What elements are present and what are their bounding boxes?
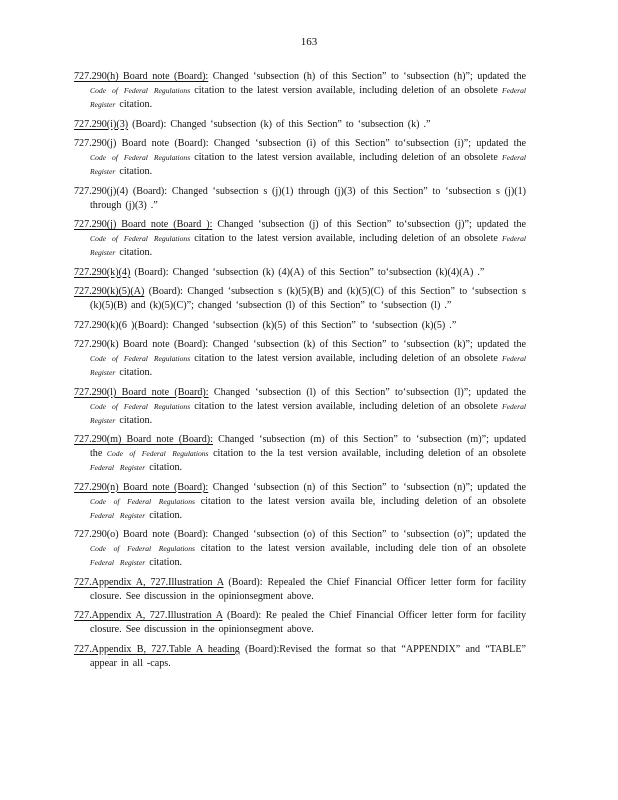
amendment-entry (74, 218, 526, 260)
section-reference: 727.290(j)(4) (Board): (74, 185, 168, 197)
cfr-title: Code of Federal Regulations (90, 153, 191, 162)
federal-register-title: Federal Register (90, 463, 146, 472)
amendment-text-end: citation. (115, 247, 153, 258)
section-reference: 727.290(n) Board note (Board): (74, 481, 209, 493)
amendment-text-end: citation. (115, 414, 153, 426)
amendment-text-continued: citation to the latest version available, including deletion of an obsolete (190, 85, 502, 96)
section-reference: 727.290(h) Board note (Board): (74, 71, 209, 82)
federal-register-title: Federal Register (90, 234, 526, 257)
amendment-text-continued: citation to the latest version available, including deletion of an obsolete (190, 233, 502, 244)
amendment-text: Changed ‘subsection (n) of this Section” to ‘subsection (n)”; updated the (208, 481, 527, 493)
cfr-title: Code of Federal Regulations (106, 449, 209, 458)
amendment-entry (74, 338, 526, 380)
amendment-entry (74, 481, 526, 523)
federal-register-title: Federal Register (90, 86, 526, 109)
section-reference: 727.Appendix A, 727.Illustration A (74, 610, 223, 621)
amendment-text: Changed ‘subsection (k)(5) of this Section” to ‘subsection (k)(5) .” (168, 319, 457, 331)
amendment-text: Changed ‘subsection (m) of this Section” to ‘subsection (m)”; updated the (90, 434, 526, 459)
amendment-entry (74, 433, 526, 475)
amendment-text-continued: citation to the latest version availa ble, including deletion of an obsolete (194, 495, 527, 507)
section-reference: 727.290(m) Board note (Board): (74, 434, 213, 445)
amendment-text: (Board): Changed ‘subsection s (k)(5)(B) and (k)(5)(C) of this Section” to ‘subsection s (k)(5)(B) and (k)(5)(C)”; changed ‘subsection (l) of this Section” to ‘subsection (l) .” (90, 286, 526, 311)
amendment-text-continued: citation to the latest version available, including deletion of an obsolete (190, 152, 502, 163)
amendment-entry (74, 137, 526, 179)
section-reference: 727.290(k) Board note (Board): (74, 339, 209, 350)
section-reference: 727.290(k)(4) (74, 266, 131, 278)
federal-register-title: Federal Register (90, 401, 526, 425)
amendment-list (74, 70, 526, 676)
amendment-entry (74, 528, 526, 570)
amendment-text: Changed ‘subsection (i) of this Section” to‘subsection (i)”; updated the (208, 138, 526, 149)
amendment-text: (Board):Revised the format so that “APPENDIX” and “TABLE” appear in all -caps. (90, 643, 526, 669)
amendment-entry (74, 386, 526, 428)
section-reference: 727.Appendix B, 727.Table A heading (74, 643, 240, 655)
amendment-entry (74, 185, 526, 213)
section-reference: 727.290(j) Board note (Board): (74, 138, 209, 149)
amendment-text-end: citation. (115, 99, 153, 110)
amendment-text: (Board): Changed ‘subsection (k) (4)(A) of this Section” to‘subsection (k)(4)(A) .” (130, 266, 485, 278)
cfr-title: Code of Federal Regulations (90, 234, 191, 243)
amendment-text: (Board): Repealed the Chief Financial Officer letter form for facility closure. See discussion in the opinionsegment above. (90, 576, 526, 602)
amendment-text: Changed ‘subsection (l) of this Section” to‘subsection (l)”; updated the (208, 386, 526, 398)
cfr-title: Code of Federal Regulations (90, 496, 195, 506)
federal-register-title: Federal Register (90, 354, 526, 377)
amendment-text: Changed ‘subsection (k) of this Section” to ‘subsection (k)”; updated the (208, 339, 527, 350)
federal-register-title: Federal Register (90, 153, 526, 176)
cfr-title: Code of Federal Regulations (90, 544, 195, 553)
amendment-entry (74, 118, 526, 132)
amendment-text: Changed ‘subsection (o) of this Section” to ‘subsection (o)”; updated the (208, 529, 527, 540)
cfr-title: Code of Federal Regulations (90, 354, 191, 363)
amendment-text-end: citation. (145, 462, 183, 473)
section-reference: 727.290(l) Board note (Board): (74, 386, 209, 398)
amendment-text: Changed ‘subsection (j) of this Section” to‘subsection (j)”; updated the (212, 219, 526, 230)
federal-register-title: Federal Register (90, 510, 146, 520)
federal-register-title: Federal Register (90, 558, 146, 567)
amendment-entry (74, 609, 526, 637)
amendment-text-end: citation. (145, 509, 183, 521)
amendment-entry (74, 70, 526, 112)
section-reference: 727.290(i)(3) (74, 118, 129, 130)
section-reference: 727.290(k)(6 )(Board): (74, 319, 169, 331)
amendment-text-continued: citation to the latest version available, including deletion of an obsolete (190, 400, 502, 412)
amendment-text-continued: citation to the latest version available, including dele tion of an obsolete (194, 543, 527, 554)
section-reference: 727.290(o) Board note (Board): (74, 529, 209, 540)
amendment-entry (74, 285, 526, 313)
amendment-text-continued: citation to the latest version available, including deletion of an obsolete (190, 353, 502, 364)
amendment-text-end: citation. (145, 557, 183, 568)
cfr-title: Code of Federal Regulations (90, 401, 191, 411)
amendment-entry (74, 319, 526, 333)
amendment-text-continued: citation to the la test version available, including deletion of an obsolete (208, 448, 526, 459)
amendment-entry (74, 643, 526, 671)
section-reference: 727.290(j) Board note (Board ): (74, 219, 213, 230)
section-reference: 727.Appendix A, 727.Illustration A (74, 576, 224, 588)
section-reference: 727.290(k)(5)(A) (74, 286, 145, 297)
cfr-title: Code of Federal Regulations (90, 86, 191, 95)
amendment-text: (Board): Changed ‘subsection (k) of this Section” to ‘subsection (k) .” (128, 118, 431, 130)
amendment-text: (Board): Re pealed the Chief Financial Officer letter form for facility closure. See discussion in the opinionsegment above. (90, 610, 526, 635)
amendment-entry (74, 266, 526, 280)
amendment-text-end: citation. (115, 367, 153, 378)
page-number: 163 (300, 36, 318, 48)
amendment-entry (74, 576, 526, 604)
amendment-text-end: citation. (115, 166, 153, 177)
amendment-text: Changed ‘subsection (h) of this Section” to ‘subsection (h)”; updated the (208, 71, 527, 82)
amendment-text: Changed ‘subsection s (j)(1) through (j)(3) of this Section” to ‘subsection s (j)(1) through (j)(3) .” (90, 185, 526, 211)
